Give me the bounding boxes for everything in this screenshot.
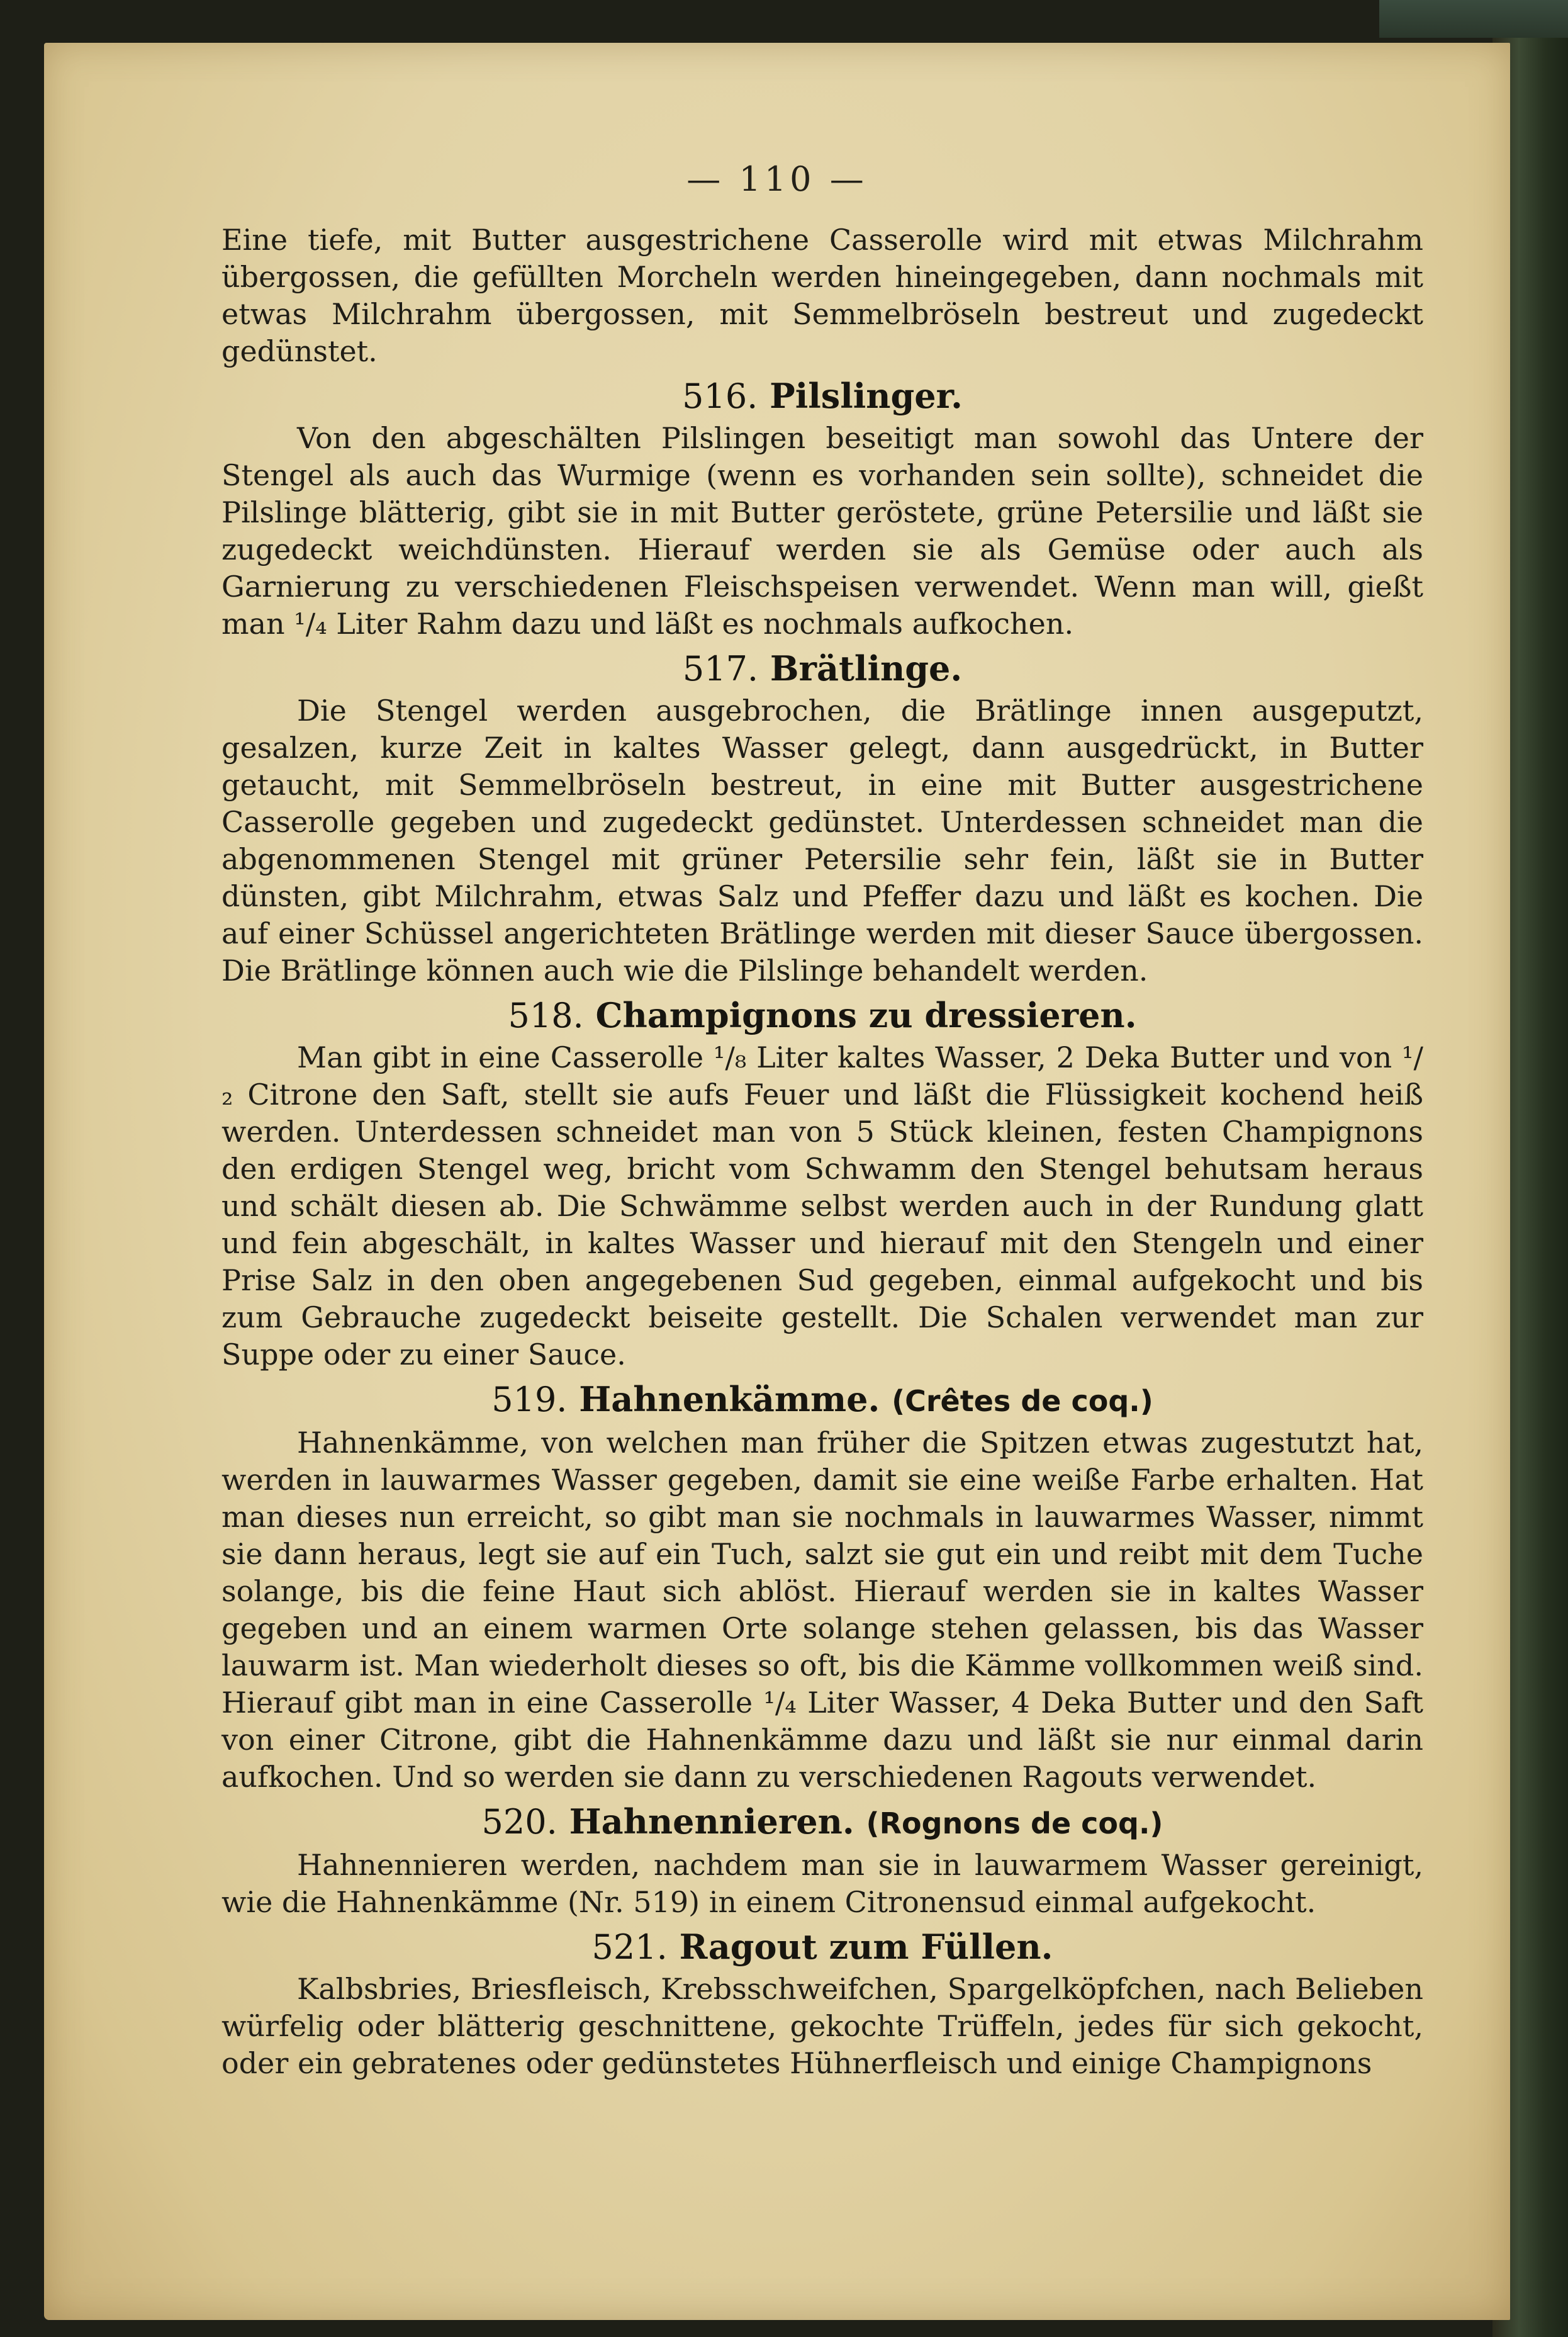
recipe-title: Pilslinger.: [770, 376, 963, 416]
recipe-heading-518: [221, 993, 1423, 1038]
recipe-number: 518.: [508, 996, 584, 1035]
recipe-number: 516.: [682, 376, 758, 416]
recipe-number: 520.: [481, 1802, 557, 1842]
recipe-text-520: Hahnennieren werden, nachdem man sie in lauwarmem Wasser gereinigt, wie die Hahnenkämme (Nr. 519) in einem Citronensud einmal aufgekocht.: [221, 1848, 1423, 1919]
recipe-text-521: Kalbsbries, Briesfleisch, Krebsschweifchen, Spargelköpfchen, nach Belieben würfelig oder blätterig geschnittene, gekochte Trüffeln, jedes für sich gekocht, oder ein gebratenes oder gedünstetes Hühnerfleisch und einige Champignons: [221, 1972, 1423, 2080]
recipe-title: Hahnennieren.: [569, 1801, 854, 1842]
recipe-number: 521.: [591, 1927, 668, 1967]
recipe-title: Ragout zum Füllen.: [679, 1927, 1053, 1967]
book-cover-edge: [1379, 0, 1568, 38]
recipe-text-518: Man gibt in eine Casserolle ¹/₈ Liter kaltes Wasser, 2 Deka Butter und von ¹/₂ Citrone den Saft, stellt sie aufs Feuer und läßt die Flüssigkeit kochend heiß werden. Unterdessen schneidet man von 5 Stück kleinen, festen Champignons den erdigen Stengel weg, bricht vom Schwamm den Stengel behutsam heraus und schält diesen ab. Die Schwämme selbst werden auch in der Rundung glatt und fein abgeschält, in kaltes Wasser und hierauf mit den Stengeln und einer Prise Salz in den oben angegebenen Sud gegeben, einmal aufgekocht und bis zum Gebrauche zugedeckt beiseite gestellt. Die Schalen verwendet man zur Suppe oder zu einer Sauce.: [221, 1040, 1423, 1371]
recipe-text-519: Hahnenkämme, von welchen man früher die Spitzen etwas zugestutzt hat, werden in lauwarmes Wasser gegeben, damit sie eine weiße Farbe erhalten. Hat man dieses nun erreicht, so gibt man sie nochmals in lauwarmes Wasser, nimmt sie dann heraus, legt sie auf ein Tuch, salzt sie gut ein und reibt mit dem Tuche solange, bis die feine Haut sich ablöst. Hierauf werden sie in kaltes Wasser gegeben und an einem warmen Orte solange stehen gelassen, bis das Wasser lauwarm ist. Man wiederholt dieses so oft, bis die Kämme vollkommen weiß sind. Hierauf gibt man in eine Casserolle ¹/₄ Liter Wasser, 4 Deka Butter und den Saft von einer Citrone, gibt die Hahnenkämme dazu und läßt sie nur einmal darin aufkochen. Und so werden sie dann zu verschiedenen Ragouts verwendet.: [221, 1426, 1423, 1794]
intro-paragraph: Eine tiefe, mit Butter ausgestrichene Casserolle wird mit etwas Milchrahm übergossen, die gefüllten Morcheln werden hineingegeben, dann nochmals mit etwas Milchrahm übergossen, mit Semmelbröseln bestreut und zugedeckt gedünstet.: [221, 223, 1423, 368]
recipe-heading-517: [221, 646, 1423, 691]
recipe-text-516: Von den abgeschälten Pilslingen beseitigt man sowohl das Untere der Stengel als auch das Wurmige (wenn es vorhanden sein sollte), schneidet die Pilslinge blätterig, gibt sie in mit Butter geröstete, grüne Petersilie und läßt sie zugedeckt weichdünsten. Hierauf werden sie als Gemüse oder auch als Garnierung zu verschiedenen Fleischspeisen verwendet. Wenn man will, gießt man ¹/₄ Liter Rahm dazu und läßt es nochmals aufkochen.: [221, 421, 1423, 641]
recipe-title: Brätlinge.: [770, 648, 963, 689]
page-body: [221, 222, 1423, 2082]
page-number: — 110 —: [686, 159, 868, 199]
recipe-subtitle: (Rognons de coq.): [866, 1806, 1163, 1840]
recipe-number: 519.: [491, 1380, 568, 1419]
recipe-title: Hahnenkämme.: [579, 1379, 880, 1419]
recipe-heading-516: [221, 374, 1423, 419]
recipe-heading-521: [221, 1925, 1423, 1969]
recipe-text-517: Die Stengel werden ausgebrochen, die Brätlinge innen ausgeputzt, gesalzen, kurze Zeit in kaltes Wasser gelegt, dann ausgedrückt, in Butter getaucht, mit Semmelbröseln bestreut, in eine mit Butter ausgestrichene Casserolle gegeben und zugedeckt gedünstet. Unterdessen schneidet man die abgenommenen Stengel mit grüner Petersilie sehr fein, läßt sie in Butter dünsten, gibt Milchrahm, etwas Salz und Pfeffer dazu und läßt es kochen. Die auf einer Schüssel angerichteten Brätlinge werden mit dieser Sauce übergossen. Die Brätlinge können auch wie die Pilslinge behandelt werden.: [221, 694, 1423, 988]
recipe-heading-519: [221, 1377, 1423, 1423]
recipe-heading-520: [221, 1799, 1423, 1845]
recipe-title: Champignons zu dressieren.: [595, 995, 1137, 1035]
recipe-subtitle: (Crêtes de coq.): [892, 1384, 1153, 1418]
recipe-number: 517.: [682, 649, 759, 689]
